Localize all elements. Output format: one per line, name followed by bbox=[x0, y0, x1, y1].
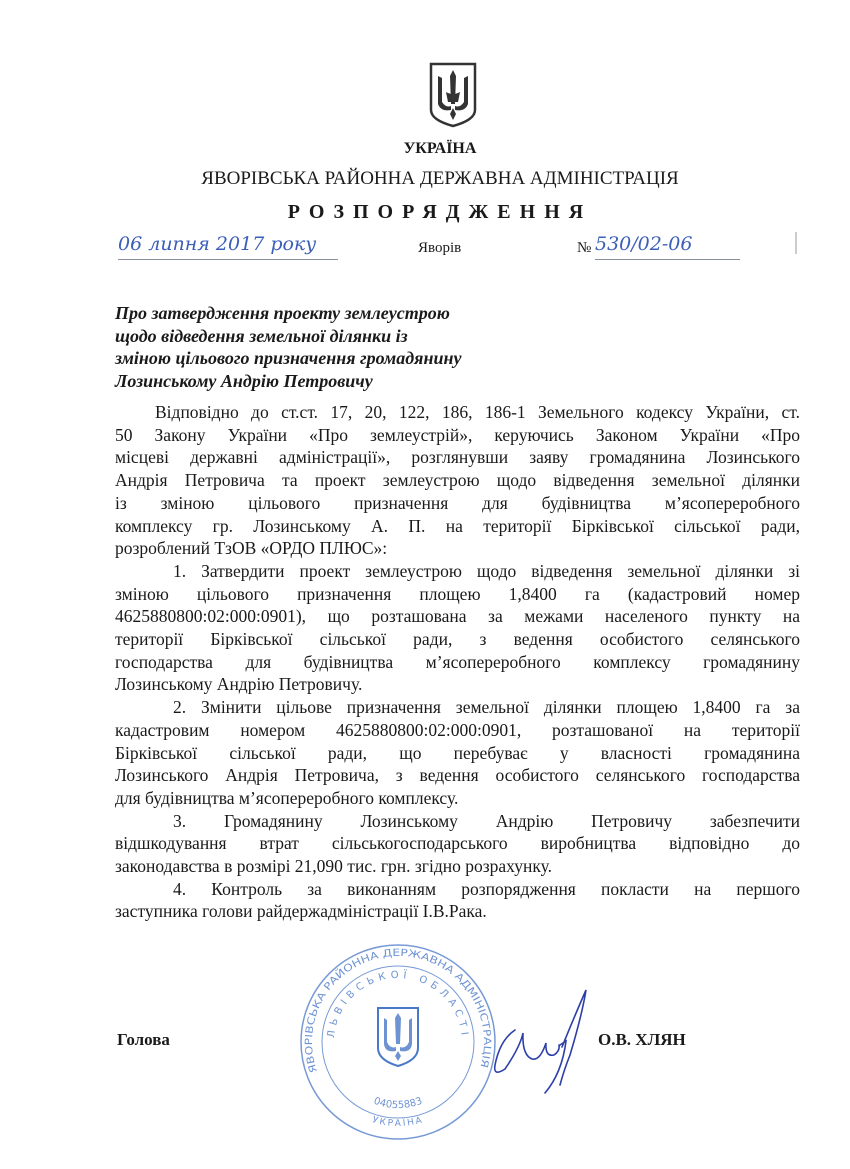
subject-line: зміною цільового призначення громадянину bbox=[115, 348, 462, 368]
subject-line: Про затвердження проекту землеустрою bbox=[115, 303, 450, 323]
body-line: Лозинського Андрія Петровича, з ведення особистого селянського господарства bbox=[115, 765, 800, 786]
numbered-item-1 bbox=[115, 560, 800, 696]
numbered-item-4 bbox=[115, 878, 800, 923]
document-type-heading: РОЗПОРЯДЖЕННЯ bbox=[287, 201, 593, 223]
body-line: 4. Контроль за виконанням розпорядження покласти на першого bbox=[173, 878, 800, 899]
seal-inner-text: ЛЬВІВСЬКОЇ ОБЛАСТІ bbox=[326, 969, 470, 1039]
document-subject bbox=[115, 302, 461, 392]
body-line: господарства для будівництва м’ясопереробного комплексу громадянину bbox=[115, 651, 800, 672]
subject-line: Лозинському Андрію Петровичу bbox=[115, 370, 373, 391]
body-line: із зміною цільового призначення для будівництва м’ясопереробного bbox=[115, 492, 800, 513]
body-line: відшкодування втрат сільськогосподарського виробництва відповідно до bbox=[115, 833, 800, 854]
body-line: території Бірківської сільської ради, з ведення особистого селянського bbox=[115, 629, 800, 650]
body-line: розроблений ТзОВ «ОРДО ПЛЮС»: bbox=[115, 538, 388, 559]
body-line: для будівництва м’ясопереробного комплексу. bbox=[115, 787, 459, 808]
preamble-paragraph bbox=[115, 401, 800, 560]
body-line: 50 Закону України «Про землеустрій», керуючись Законом України «Про bbox=[115, 424, 800, 445]
coat-of-arms-icon bbox=[428, 62, 478, 128]
body-line: місцеві державні адміністрації», розглянувши заяву громадянина Лозинського bbox=[115, 447, 800, 468]
signatory-position: Голова bbox=[117, 1030, 170, 1049]
subject-line: щодо відведення земельної ділянки із bbox=[115, 325, 408, 346]
body-line: 2. Змінити цільове призначення земельної ділянки площею 1,8400 га за bbox=[173, 697, 800, 718]
seal-outer-text: ЯВОРІВСЬКА РАЙОННА ДЕРЖАВНА АДМІНІСТРАЦІЯ bbox=[303, 947, 493, 1074]
body-line: кадастровим номером 4625880800:02:000:0901, розташованої на території bbox=[115, 719, 800, 740]
numbered-item-3 bbox=[115, 810, 800, 878]
scan-mark bbox=[795, 232, 797, 254]
body-line: зміною цільового призначення площею 1,8400 га (кадастровий номер bbox=[115, 583, 800, 604]
administration-heading: ЯВОРІВСЬКА РАЙОННА ДЕРЖАВНА АДМІНІСТРАЦІЯ bbox=[201, 168, 679, 189]
body-line: комплексу гр. Лозинському А. П. на території Бірківської сільської ради, bbox=[115, 515, 800, 536]
seal-code: 04055883 bbox=[372, 1095, 424, 1112]
body-line: 1. Затвердити проект землеустрою щодо відведення земельної ділянки зі bbox=[173, 560, 800, 581]
numbered-item-2 bbox=[115, 696, 800, 810]
handwritten-signature bbox=[490, 985, 590, 1095]
body-line: заступника голови райдержадміністрації І.В.Рака. bbox=[115, 901, 487, 922]
body-line: Андрія Петровича та проект землеустрою щодо відведення земельної ділянки bbox=[115, 470, 800, 491]
body-line: 4625880800:02:000:0901), що розташована за межами населеного пункту на bbox=[115, 606, 800, 627]
official-seal bbox=[298, 942, 498, 1142]
body-line: Відповідно до ст.ст. 17, 20, 122, 186, 186-1 Земельного кодексу України, ст. bbox=[155, 402, 800, 422]
document-number: 530/02-06 bbox=[595, 233, 740, 260]
body-line: 3. Громадянину Лозинському Андрію Петровичу забезпечити bbox=[173, 810, 800, 831]
document-place: Яворів bbox=[418, 240, 462, 256]
document-body bbox=[115, 401, 800, 923]
body-line: Лозинському Андрію Петровичу. bbox=[115, 674, 363, 695]
body-line: Бірківської сільської ради, що перебуває у власності громадянина bbox=[115, 742, 800, 763]
document-date: 06 липня 2017 року bbox=[118, 233, 338, 260]
country-heading: УКРАЇНА bbox=[403, 140, 477, 157]
signatory-name: О.В. ХЛЯН bbox=[598, 1030, 686, 1049]
seal-bottom-text: УКРАЇНА bbox=[371, 1115, 425, 1130]
number-label: № bbox=[577, 240, 592, 256]
body-line: законодавства в розмірі 21,090 тис. грн. згідно розрахунку. bbox=[115, 856, 552, 877]
